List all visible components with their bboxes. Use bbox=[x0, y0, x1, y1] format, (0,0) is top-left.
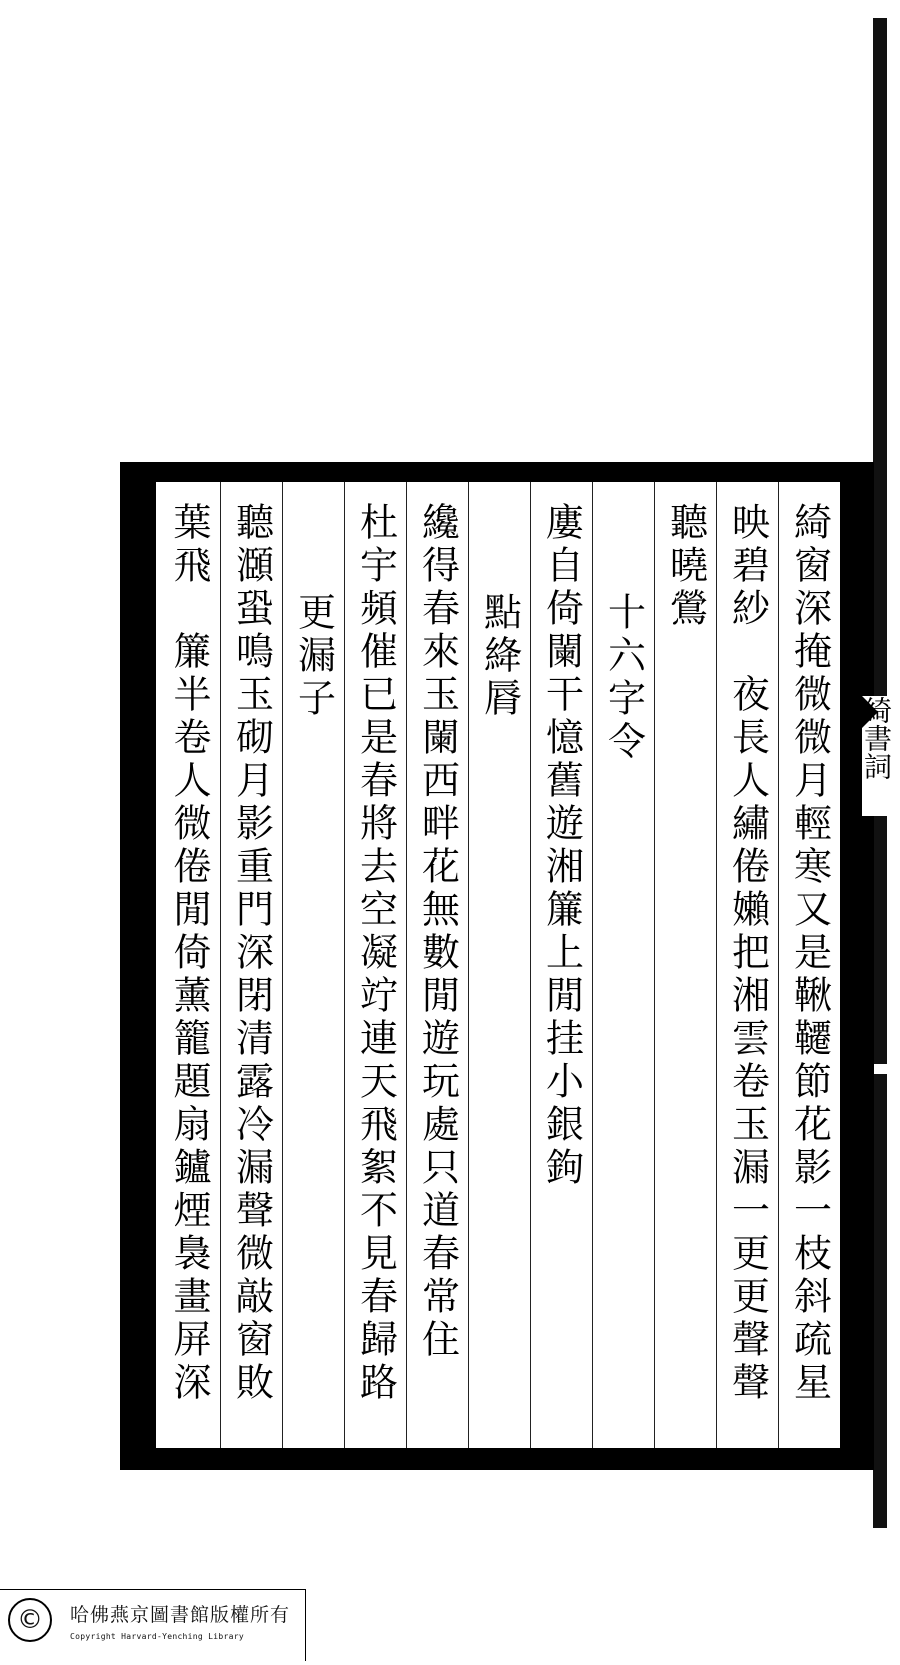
text-column bbox=[778, 482, 840, 1448]
text-column bbox=[530, 482, 592, 1448]
text-column bbox=[654, 482, 716, 1448]
column-text: 葉飛 簾半卷人微倦閒倚薰籠題扇鑪煙裊畫屏深 bbox=[167, 502, 211, 1405]
column-text: 聽㶊蛩鳴玉砌月影重門深閉清露冷漏聲微敲窗敗 bbox=[229, 502, 274, 1405]
poem-title: 點絳脣 bbox=[477, 592, 522, 721]
column-text: 映碧紗 夜長人繡倦嬾把湘雲卷玉漏一更更聲聲 bbox=[725, 502, 770, 1405]
column-text: 綺窗深掩微微月輕寒又是鞦韆節花影一枝斜疏星 bbox=[787, 502, 832, 1405]
text-columns bbox=[156, 482, 840, 1448]
text-column bbox=[716, 482, 778, 1448]
text-frame bbox=[154, 480, 842, 1450]
column-text: 廔自倚闌干憶舊遊湘簾上閒挂小銀鉤 bbox=[539, 502, 584, 1190]
copyright-icon: © bbox=[8, 1598, 52, 1642]
text-column bbox=[158, 482, 220, 1448]
column-text: 聽曉鶯 bbox=[663, 502, 708, 631]
copyright-stamp bbox=[0, 1589, 306, 1661]
page-edge-gap bbox=[873, 1064, 887, 1074]
text-column bbox=[468, 482, 530, 1448]
book-page bbox=[120, 462, 874, 1470]
side-book-title: 綺書詞 bbox=[860, 696, 893, 780]
text-column bbox=[344, 482, 406, 1448]
poem-title: 十六字令 bbox=[601, 592, 646, 764]
poem-title: 更漏子 bbox=[291, 592, 336, 721]
text-column bbox=[220, 482, 282, 1448]
copyright-chinese: 哈佛燕京圖書館版權所有 bbox=[70, 1604, 291, 1626]
column-text: 纔得春來玉闌西畔花無數閒遊玩處只道春常住 bbox=[415, 502, 460, 1362]
copyright-english: Copyright Harvard-Yenching Library bbox=[70, 1632, 244, 1641]
text-column bbox=[406, 482, 468, 1448]
column-text: 杜宇頻催已是春將去空凝竚連天飛絮不見春歸路 bbox=[353, 502, 398, 1405]
text-column bbox=[592, 482, 654, 1448]
side-marker-arrow-icon bbox=[848, 1174, 874, 1210]
text-column bbox=[282, 482, 344, 1448]
